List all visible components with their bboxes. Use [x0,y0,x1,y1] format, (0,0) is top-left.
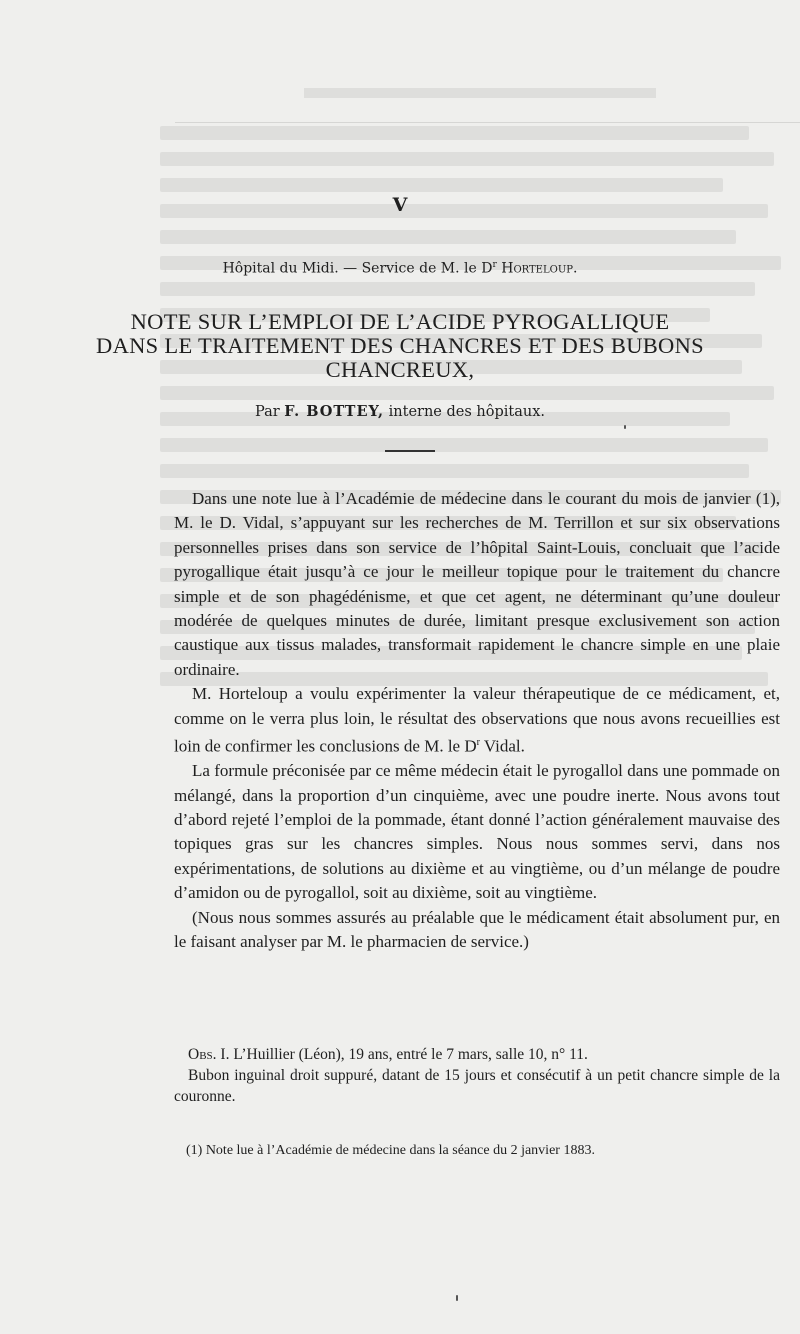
paragraph-2-sup: r [476,737,480,749]
paragraph-1: Dans une note lue à l’Académie de médecine dans le courant du mois de janvier (1), M. le D. Vidal, s’appuyant sur les recherches de M. Terrillon et sur six observations personnelles prises dans son service de l’hôpital Saint-Louis, concluait que l’acide pyrogallique était jusqu’à ce jour le meilleur topique pour le traitement du chancre simple et de son phagédénisme, et que cet agent, ne déterminant qu’une douleur modérée de quelques minutes de durée, limitant presque exclusivement son action caustique aux tissus malades, transformait rapidement le chancre simple en une plaie ordinaire. [174,489,780,679]
title-line-1: NOTE SUR L’EMPLOI DE L’ACIDE PYROGALLIQUE [130,309,670,334]
service-sup: r [492,260,497,270]
observation-label: Obs. [188,1046,217,1063]
ink-speck [456,1295,458,1301]
paragraph-4: (Nous nous sommes assurés au préalable que le médicament était absolument pur, en le faisant analyser par M. le pharmacien de service.) [174,907,780,951]
paragraph-2-text: M. Horteloup a voulu expérimenter la valeur thérapeutique de ce médicament, et, comme on le verra plus loin, le résultat des observations que nous avons recueillies est loin de confirmer les conclusions de M. le D [174,684,780,756]
title-line-3: CHANCREUX, [325,357,475,382]
article-body [174,487,780,954]
author-role: interne des hôpitaux. [388,404,545,420]
paragraph-3: La formule préconisée par ce même médecin était le pyrogallol dans une pommade on mélangé, dans la proportion d’un cinquième, avec une poudre inerte. Nous avons tout d’abord rejeté l’emploi de la pommade, étant donné l’action généralement mauvaise des topiques gras sur les chancres simples. Nous nous sommes servi, dans nos expérimentations, de solutions au dixième et au vingtième, ou d’un mélange de poudre d’amidon ou de pyrogallol, soit au dixième, soit au vingtième. [174,761,780,903]
observation-header: I. L’Huillier (Léon), 19 ans, entré le 7 mars, salle 10, n° 11. [216,1046,588,1063]
article-title [60,310,740,382]
ink-speck [624,425,626,429]
observation-line-2: Bubon inguinal droit suppuré, datant de 15 jours et consécutif à un petit chancre simple de la couronne. [174,1067,780,1105]
title-line-2: DANS LE TRAITEMENT DES CHANCRES ET DES BUBONS [96,333,704,358]
footnote: (1) Note lue à l’Académie de médecine dans la séance du 2 janvier 1883. [186,1143,595,1158]
byline-prefix: Par [255,404,280,420]
observation-block [174,1044,780,1107]
paragraph-2 [174,682,780,759]
bleed-through-rule [175,122,800,123]
paragraph-2-end: Vidal. [479,736,525,756]
chapter-numeral: V [392,194,408,216]
byline [0,403,800,420]
author-name: F. BOTTEY, [284,403,385,420]
service-line [0,260,800,277]
service-name: Horteloup. [501,260,578,277]
section-divider [385,450,435,452]
observation-line-1 [174,1044,780,1065]
service-text: Hôpital du Midi. — Service de M. le D [222,260,493,277]
